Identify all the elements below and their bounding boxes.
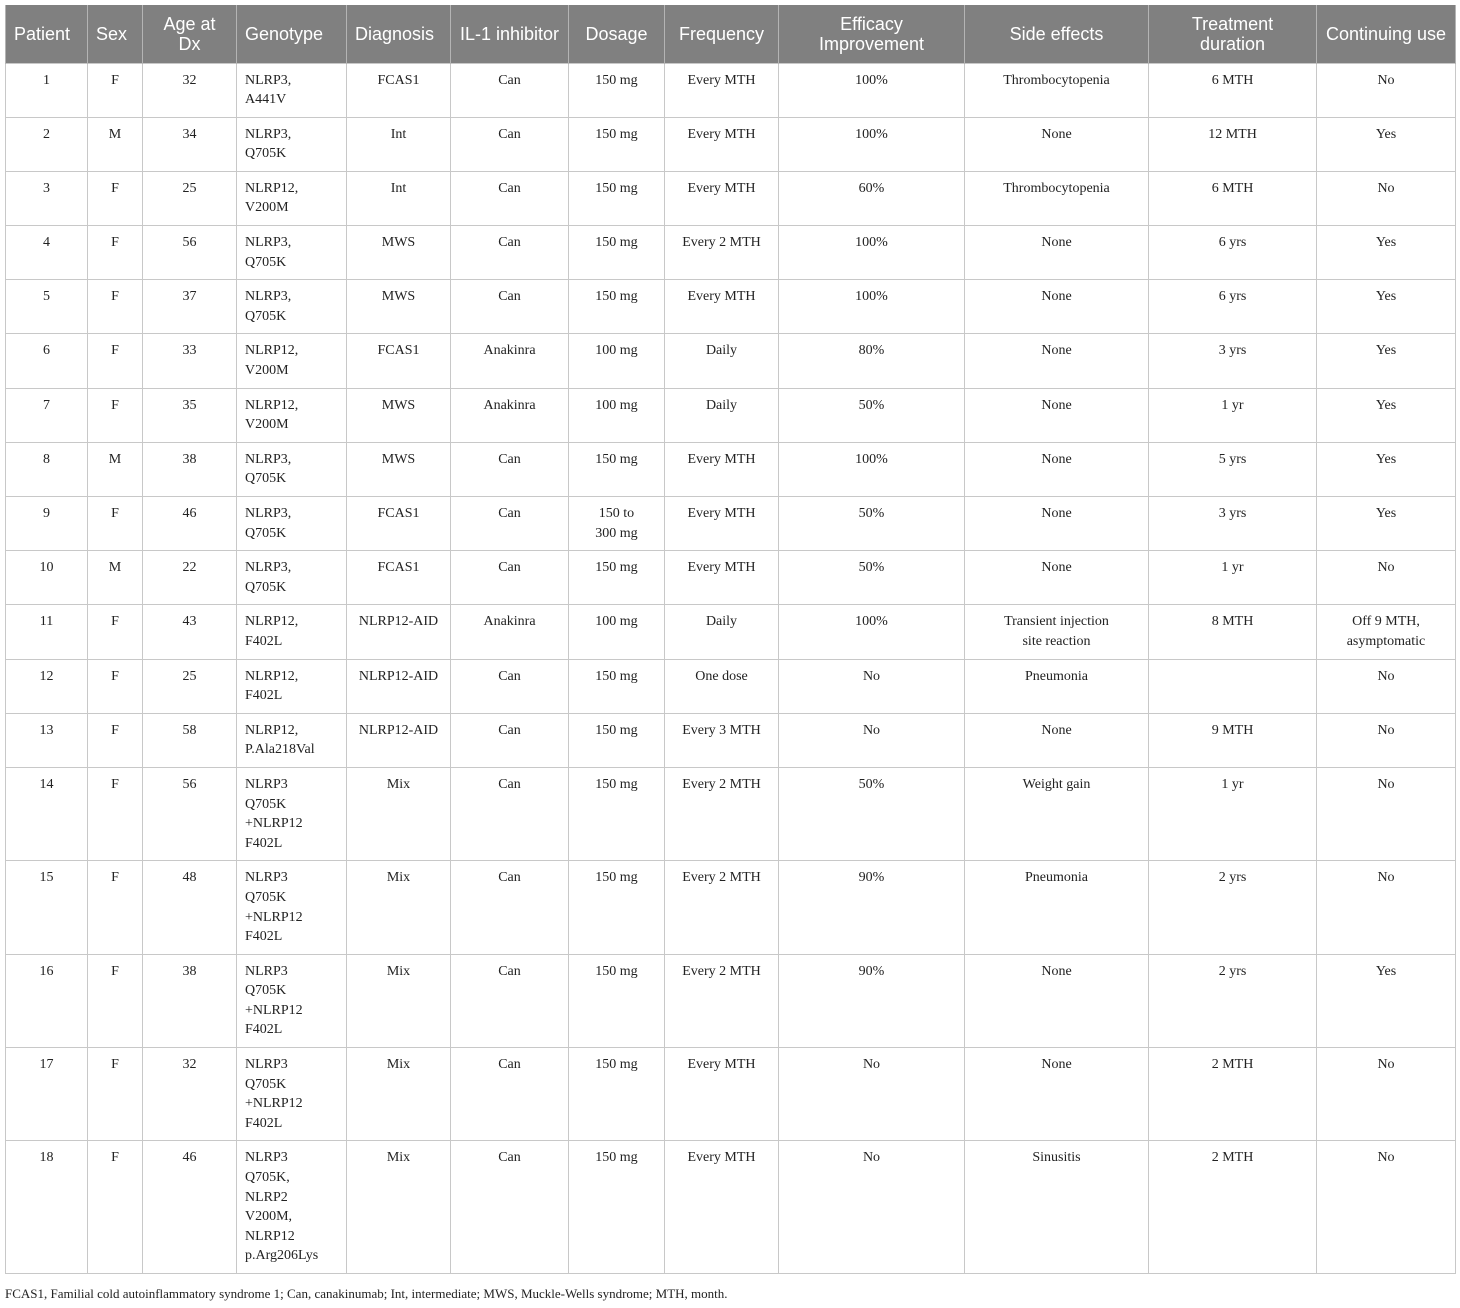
cell-il1-inhibitor: Can <box>451 954 569 1047</box>
cell-dosage: 150 mg <box>569 1141 665 1274</box>
cell-duration <box>1149 659 1317 713</box>
cell-sex: F <box>88 861 143 954</box>
cell-patient: 4 <box>6 226 88 280</box>
cell-sex: F <box>88 280 143 334</box>
table-container <box>5 5 1455 1274</box>
cell-duration: 1 yr <box>1149 767 1317 860</box>
cell-genotype: NLRP3 Q705K, NLRP2 V200M, NLRP12 p.Arg206Lys <box>237 1141 347 1274</box>
cell-duration: 6 yrs <box>1149 226 1317 280</box>
cell-sex: M <box>88 117 143 171</box>
cell-genotype: NLRP3 Q705K +NLRP12 F402L <box>237 861 347 954</box>
cell-dosage: 150 mg <box>569 226 665 280</box>
cell-age: 38 <box>143 954 237 1047</box>
cell-frequency: Daily <box>665 605 779 659</box>
cell-il1-inhibitor: Can <box>451 226 569 280</box>
cell-patient: 2 <box>6 117 88 171</box>
col-header-diagnosis: Diagnosis <box>347 5 451 63</box>
cell-genotype: NLRP3, A441V <box>237 63 347 117</box>
table-row <box>6 605 1456 659</box>
cell-patient: 15 <box>6 861 88 954</box>
cell-side-effects: None <box>965 442 1149 496</box>
cell-continuing: No <box>1317 713 1456 767</box>
cell-dosage: 150 mg <box>569 117 665 171</box>
cell-patient: 13 <box>6 713 88 767</box>
cell-frequency: One dose <box>665 659 779 713</box>
table-row <box>6 659 1456 713</box>
cell-patient: 16 <box>6 954 88 1047</box>
cell-diagnosis: MWS <box>347 280 451 334</box>
cell-duration: 8 MTH <box>1149 605 1317 659</box>
cell-side-effects: None <box>965 713 1149 767</box>
cell-sex: F <box>88 171 143 225</box>
cell-frequency: Every 2 MTH <box>665 954 779 1047</box>
cell-il1-inhibitor: Can <box>451 713 569 767</box>
cell-il1-inhibitor: Can <box>451 1048 569 1141</box>
cell-continuing: No <box>1317 861 1456 954</box>
cell-diagnosis: FCAS1 <box>347 497 451 551</box>
cell-genotype: NLRP3, Q705K <box>237 280 347 334</box>
cell-dosage: 150 to 300 mg <box>569 497 665 551</box>
cell-continuing: Yes <box>1317 226 1456 280</box>
cell-side-effects: None <box>965 226 1149 280</box>
cell-side-effects: None <box>965 117 1149 171</box>
cell-genotype: NLRP12, V200M <box>237 171 347 225</box>
col-header-patient: Patient <box>6 5 88 63</box>
col-header-sex: Sex <box>88 5 143 63</box>
table-row <box>6 954 1456 1047</box>
cell-diagnosis: FCAS1 <box>347 551 451 605</box>
cell-genotype: NLRP3, Q705K <box>237 551 347 605</box>
cell-efficacy: 90% <box>779 954 965 1047</box>
cell-il1-inhibitor: Can <box>451 63 569 117</box>
cell-age: 56 <box>143 767 237 860</box>
cell-continuing: Yes <box>1317 442 1456 496</box>
cell-age: 32 <box>143 63 237 117</box>
cell-sex: F <box>88 334 143 388</box>
cell-age: 37 <box>143 280 237 334</box>
cell-il1-inhibitor: Can <box>451 767 569 860</box>
cell-duration: 1 yr <box>1149 388 1317 442</box>
cell-genotype: NLRP3 Q705K +NLRP12 F402L <box>237 954 347 1047</box>
cell-age: 43 <box>143 605 237 659</box>
cell-il1-inhibitor: Can <box>451 1141 569 1274</box>
cell-side-effects: Pneumonia <box>965 659 1149 713</box>
cell-dosage: 150 mg <box>569 280 665 334</box>
cell-il1-inhibitor: Anakinra <box>451 388 569 442</box>
cell-genotype: NLRP12, F402L <box>237 605 347 659</box>
cell-duration: 6 yrs <box>1149 280 1317 334</box>
cell-diagnosis: Mix <box>347 767 451 860</box>
col-header-dosage: Dosage <box>569 5 665 63</box>
cell-side-effects: Thrombocytopenia <box>965 171 1149 225</box>
cell-side-effects: Pneumonia <box>965 861 1149 954</box>
col-header-genotype: Genotype <box>237 5 347 63</box>
cell-side-effects: None <box>965 954 1149 1047</box>
cell-diagnosis: Int <box>347 117 451 171</box>
cell-il1-inhibitor: Anakinra <box>451 605 569 659</box>
cell-sex: F <box>88 713 143 767</box>
cell-il1-inhibitor: Can <box>451 442 569 496</box>
table-row <box>6 1141 1456 1274</box>
cell-continuing: Yes <box>1317 497 1456 551</box>
cell-il1-inhibitor: Anakinra <box>451 334 569 388</box>
cell-frequency: Every MTH <box>665 1141 779 1274</box>
table-row <box>6 334 1456 388</box>
cell-frequency: Daily <box>665 334 779 388</box>
cell-diagnosis: FCAS1 <box>347 63 451 117</box>
cell-dosage: 150 mg <box>569 442 665 496</box>
table-body <box>6 63 1456 1274</box>
cell-genotype: NLRP12, V200M <box>237 334 347 388</box>
cell-genotype: NLRP3, Q705K <box>237 442 347 496</box>
cell-dosage: 100 mg <box>569 388 665 442</box>
cell-continuing: Yes <box>1317 117 1456 171</box>
col-header-age: Age at Dx <box>143 5 237 63</box>
cell-sex: F <box>88 659 143 713</box>
cell-efficacy: 100% <box>779 226 965 280</box>
cell-dosage: 100 mg <box>569 605 665 659</box>
cell-diagnosis: MWS <box>347 226 451 280</box>
table-row <box>6 63 1456 117</box>
cell-age: 22 <box>143 551 237 605</box>
cell-side-effects: None <box>965 334 1149 388</box>
cell-duration: 3 yrs <box>1149 334 1317 388</box>
cell-age: 33 <box>143 334 237 388</box>
cell-genotype: NLRP3 Q705K +NLRP12 F402L <box>237 1048 347 1141</box>
table-row <box>6 226 1456 280</box>
cell-diagnosis: Mix <box>347 861 451 954</box>
cell-patient: 14 <box>6 767 88 860</box>
cell-efficacy: No <box>779 659 965 713</box>
cell-side-effects: None <box>965 1048 1149 1141</box>
cell-age: 25 <box>143 171 237 225</box>
cell-frequency: Every MTH <box>665 497 779 551</box>
cell-duration: 3 yrs <box>1149 497 1317 551</box>
cell-sex: F <box>88 388 143 442</box>
cell-age: 46 <box>143 1141 237 1274</box>
cell-continuing: Yes <box>1317 280 1456 334</box>
cell-il1-inhibitor: Can <box>451 861 569 954</box>
cell-il1-inhibitor: Can <box>451 497 569 551</box>
cell-sex: F <box>88 954 143 1047</box>
cell-dosage: 150 mg <box>569 713 665 767</box>
col-header-il1-inhibitor: IL-1 inhibitor <box>451 5 569 63</box>
cell-il1-inhibitor: Can <box>451 171 569 225</box>
cell-efficacy: 50% <box>779 497 965 551</box>
cell-dosage: 150 mg <box>569 861 665 954</box>
cell-diagnosis: Mix <box>347 1141 451 1274</box>
table-row <box>6 767 1456 860</box>
cell-efficacy: 50% <box>779 551 965 605</box>
cell-duration: 2 MTH <box>1149 1141 1317 1274</box>
cell-frequency: Every MTH <box>665 171 779 225</box>
table-row <box>6 1048 1456 1141</box>
cell-sex: M <box>88 442 143 496</box>
col-header-frequency: Frequency <box>665 5 779 63</box>
cell-efficacy: 100% <box>779 442 965 496</box>
cell-side-effects: None <box>965 497 1149 551</box>
patient-treatment-table <box>5 5 1456 1274</box>
cell-frequency: Every MTH <box>665 1048 779 1141</box>
table-row <box>6 442 1456 496</box>
cell-efficacy: No <box>779 1048 965 1141</box>
cell-continuing: No <box>1317 1048 1456 1141</box>
cell-continuing: No <box>1317 1141 1456 1274</box>
table-row <box>6 551 1456 605</box>
cell-diagnosis: NLRP12-AID <box>347 713 451 767</box>
cell-il1-inhibitor: Can <box>451 659 569 713</box>
cell-duration: 6 MTH <box>1149 63 1317 117</box>
cell-patient: 9 <box>6 497 88 551</box>
cell-duration: 12 MTH <box>1149 117 1317 171</box>
cell-frequency: Every 2 MTH <box>665 767 779 860</box>
cell-patient: 7 <box>6 388 88 442</box>
cell-il1-inhibitor: Can <box>451 117 569 171</box>
cell-efficacy: 50% <box>779 388 965 442</box>
table-row <box>6 171 1456 225</box>
cell-sex: M <box>88 551 143 605</box>
cell-frequency: Daily <box>665 388 779 442</box>
cell-efficacy: 80% <box>779 334 965 388</box>
cell-frequency: Every 3 MTH <box>665 713 779 767</box>
cell-genotype: NLRP12, V200M <box>237 388 347 442</box>
cell-age: 32 <box>143 1048 237 1141</box>
cell-patient: 12 <box>6 659 88 713</box>
cell-age: 35 <box>143 388 237 442</box>
cell-age: 38 <box>143 442 237 496</box>
cell-duration: 9 MTH <box>1149 713 1317 767</box>
cell-age: 46 <box>143 497 237 551</box>
table-row <box>6 117 1456 171</box>
cell-dosage: 150 mg <box>569 954 665 1047</box>
cell-side-effects: Thrombocytopenia <box>965 63 1149 117</box>
cell-dosage: 150 mg <box>569 767 665 860</box>
cell-efficacy: 100% <box>779 280 965 334</box>
cell-sex: F <box>88 605 143 659</box>
cell-age: 25 <box>143 659 237 713</box>
table-footnote: FCAS1, Familial cold autoinflammatory syndrome 1; Can, canakinumab; Int, intermediate; MWS, Muckle-Wells syndrome; MTH, month. <box>5 1286 728 1301</box>
cell-patient: 5 <box>6 280 88 334</box>
cell-dosage: 150 mg <box>569 659 665 713</box>
cell-duration: 5 yrs <box>1149 442 1317 496</box>
cell-side-effects: None <box>965 388 1149 442</box>
cell-genotype: NLRP12, F402L <box>237 659 347 713</box>
cell-genotype: NLRP12, P.Ala218Val <box>237 713 347 767</box>
cell-genotype: NLRP3, Q705K <box>237 226 347 280</box>
cell-il1-inhibitor: Can <box>451 551 569 605</box>
cell-duration: 2 yrs <box>1149 861 1317 954</box>
cell-efficacy: 60% <box>779 171 965 225</box>
cell-frequency: Every 2 MTH <box>665 226 779 280</box>
cell-patient: 6 <box>6 334 88 388</box>
cell-patient: 1 <box>6 63 88 117</box>
cell-diagnosis: NLRP12-AID <box>347 659 451 713</box>
cell-patient: 8 <box>6 442 88 496</box>
cell-diagnosis: Mix <box>347 1048 451 1141</box>
cell-dosage: 150 mg <box>569 171 665 225</box>
cell-sex: F <box>88 1048 143 1141</box>
cell-side-effects: Weight gain <box>965 767 1149 860</box>
cell-side-effects: Transient injection site reaction <box>965 605 1149 659</box>
cell-sex: F <box>88 497 143 551</box>
table-row <box>6 497 1456 551</box>
cell-efficacy: 100% <box>779 63 965 117</box>
col-header-side-effects: Side effects <box>965 5 1149 63</box>
cell-side-effects: None <box>965 551 1149 605</box>
cell-side-effects: None <box>965 280 1149 334</box>
cell-diagnosis: FCAS1 <box>347 334 451 388</box>
cell-age: 58 <box>143 713 237 767</box>
cell-duration: 6 MTH <box>1149 171 1317 225</box>
cell-diagnosis: MWS <box>347 388 451 442</box>
cell-efficacy: 100% <box>779 605 965 659</box>
cell-continuing: Off 9 MTH, asymptomatic <box>1317 605 1456 659</box>
cell-efficacy: No <box>779 1141 965 1274</box>
col-header-duration: Treatment duration <box>1149 5 1317 63</box>
cell-frequency: Every 2 MTH <box>665 861 779 954</box>
cell-patient: 3 <box>6 171 88 225</box>
col-header-continuing: Continuing use <box>1317 5 1456 63</box>
cell-duration: 2 MTH <box>1149 1048 1317 1141</box>
cell-age: 34 <box>143 117 237 171</box>
cell-patient: 18 <box>6 1141 88 1274</box>
cell-continuing: Yes <box>1317 334 1456 388</box>
cell-il1-inhibitor: Can <box>451 280 569 334</box>
table-row <box>6 861 1456 954</box>
cell-sex: F <box>88 63 143 117</box>
cell-patient: 17 <box>6 1048 88 1141</box>
cell-duration: 2 yrs <box>1149 954 1317 1047</box>
cell-efficacy: 90% <box>779 861 965 954</box>
cell-genotype: NLRP3, Q705K <box>237 497 347 551</box>
cell-continuing: Yes <box>1317 954 1456 1047</box>
cell-sex: F <box>88 767 143 860</box>
cell-diagnosis: Mix <box>347 954 451 1047</box>
cell-genotype: NLRP3, Q705K <box>237 117 347 171</box>
cell-frequency: Every MTH <box>665 551 779 605</box>
cell-dosage: 150 mg <box>569 63 665 117</box>
cell-diagnosis: Int <box>347 171 451 225</box>
cell-frequency: Every MTH <box>665 280 779 334</box>
cell-dosage: 100 mg <box>569 334 665 388</box>
cell-dosage: 150 mg <box>569 1048 665 1141</box>
cell-efficacy: 50% <box>779 767 965 860</box>
cell-sex: F <box>88 226 143 280</box>
cell-side-effects: Sinusitis <box>965 1141 1149 1274</box>
table-row <box>6 280 1456 334</box>
table-row <box>6 388 1456 442</box>
cell-continuing: No <box>1317 63 1456 117</box>
col-header-efficacy: Efficacy Improvement <box>779 5 965 63</box>
cell-genotype: NLRP3 Q705K +NLRP12 F402L <box>237 767 347 860</box>
cell-patient: 10 <box>6 551 88 605</box>
cell-diagnosis: NLRP12-AID <box>347 605 451 659</box>
cell-patient: 11 <box>6 605 88 659</box>
cell-efficacy: No <box>779 713 965 767</box>
table-header <box>6 5 1456 63</box>
cell-dosage: 150 mg <box>569 551 665 605</box>
cell-efficacy: 100% <box>779 117 965 171</box>
cell-continuing: No <box>1317 171 1456 225</box>
cell-frequency: Every MTH <box>665 442 779 496</box>
cell-continuing: No <box>1317 659 1456 713</box>
table-row <box>6 713 1456 767</box>
cell-continuing: No <box>1317 767 1456 860</box>
cell-continuing: Yes <box>1317 388 1456 442</box>
cell-age: 56 <box>143 226 237 280</box>
cell-duration: 1 yr <box>1149 551 1317 605</box>
cell-age: 48 <box>143 861 237 954</box>
cell-frequency: Every MTH <box>665 63 779 117</box>
cell-sex: F <box>88 1141 143 1274</box>
cell-diagnosis: MWS <box>347 442 451 496</box>
cell-continuing: No <box>1317 551 1456 605</box>
cell-frequency: Every MTH <box>665 117 779 171</box>
header-row <box>6 5 1456 63</box>
